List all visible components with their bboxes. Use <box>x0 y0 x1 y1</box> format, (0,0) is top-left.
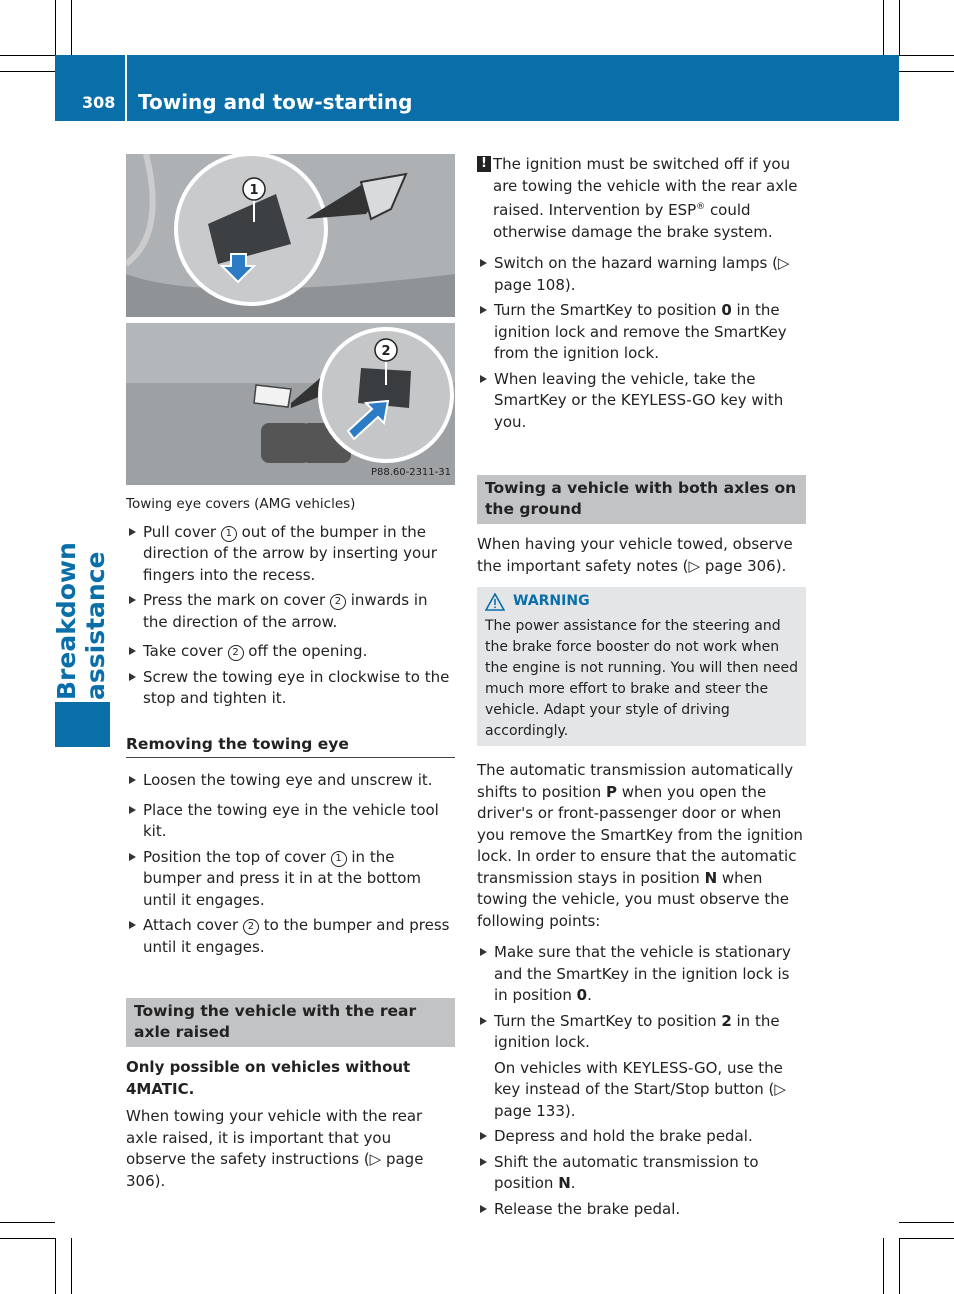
callout-2: 2 <box>381 344 391 359</box>
crop-mark <box>899 55 954 56</box>
list-item: Place the towing eye in the vehicle tool kit. <box>126 800 455 843</box>
auto-transmission-paragraph: The automatic transmission automatically shifts to position P when you open the driver's or front-passenger door or when you remove the SmartKey from the ignition lock. In order to ensure that the automatic transmission stays in position N when towing the vehicle, you must observe the following points: <box>477 761 803 930</box>
warning-header: WARNING <box>485 591 798 612</box>
figure-front-bumper <box>126 154 455 317</box>
page-title: Towing and tow-starting <box>138 90 413 114</box>
list-item: Turn the SmartKey to position 0 in the ignition lock and remove the SmartKey from the ignition lock. <box>477 300 806 365</box>
warning-triangle-icon <box>485 593 505 611</box>
crop-mark <box>0 1222 55 1223</box>
figure-code: P88.60-2311-31 <box>370 466 451 478</box>
list-item: Shift the automatic transmission to position N. <box>477 1152 806 1195</box>
crop-mark <box>0 55 55 56</box>
crop-mark <box>71 0 72 55</box>
list-item: Take cover 2 off the opening. <box>126 641 455 663</box>
rear-axle-paragraph: When towing your vehicle with the rear axle raised, it is important that you observe the safety instructions (▷ page 306). <box>126 1107 424 1190</box>
side-tab-label: Breakdown assistance <box>52 542 110 700</box>
warning-box <box>477 587 806 746</box>
warning-text: The power assistance for the steering and the brake force booster do not work when the engine is not running. You will then need much more effort to brake and steer the vehicle. Adapt your style of driving accordingly. <box>485 618 798 739</box>
list-item: Switch on the hazard warning lamps (▷ page 108). <box>477 253 806 296</box>
both-axles-paragraph: When having your vehicle towed, observe the important safety notes (▷ page 306). <box>477 535 793 575</box>
list-item: Pull cover 1 out of the bumper in the direction of the arrow by inserting your fingers into the recess. <box>126 522 455 587</box>
callout-ref: 1 <box>331 851 347 867</box>
crop-mark <box>899 1222 954 1223</box>
figure-caption: Towing eye covers (AMG vehicles) <box>126 496 356 512</box>
list-item: Turn the SmartKey to position 2 in the ignition lock. <box>477 1011 806 1054</box>
header-divider <box>125 55 127 121</box>
page-number: 308 <box>82 93 116 112</box>
left-column <box>126 154 455 1198</box>
crop-mark <box>0 1238 55 1239</box>
callout-1: 1 <box>249 183 259 198</box>
figure-rear-bumper <box>126 323 455 485</box>
crop-mark <box>899 0 900 55</box>
crop-mark <box>899 71 954 72</box>
crop-mark <box>899 1238 900 1294</box>
section-heading-rear-axle: Towing the vehicle with the rear axle raised <box>126 998 455 1047</box>
list-item: When leaving the vehicle, take the SmartKey or the KEYLESS-GO key with you. <box>477 369 806 434</box>
section-heading-removing: Removing the towing eye <box>126 734 455 759</box>
callout-ref: 2 <box>243 919 259 935</box>
list-item: Screw the towing eye in clockwise to the stop and tighten it. <box>126 667 455 710</box>
list-item-continued: On vehicles with KEYLESS-GO, use the key instead of the Start/Stop button (▷ page 133). <box>494 1058 786 1120</box>
right-column <box>477 154 806 1224</box>
callout-ref: 2 <box>228 645 244 661</box>
crop-mark <box>0 71 55 72</box>
exclamation-icon: ! <box>477 156 491 172</box>
crop-mark <box>899 1238 954 1239</box>
crop-mark <box>55 1238 56 1294</box>
side-tab-marker <box>55 702 110 747</box>
ignition-note: ! The ignition must be switched off if you are towing the vehicle with the rear axle raised. Intervention by ESP® could otherwise damage the brake system. <box>477 154 806 243</box>
bumper-front-illustration <box>126 154 455 317</box>
list-item: Make sure that the vehicle is stationary and the SmartKey in the ignition lock is in position 0. <box>477 942 806 1007</box>
callout-ref: 1 <box>221 526 237 542</box>
callout-ref: 2 <box>330 594 346 610</box>
list-item: Position the top of cover 1 in the bumper and press it in at the bottom until it engages. <box>126 847 455 912</box>
only-possible-note: Only possible on vehicles without 4MATIC. <box>126 1058 411 1098</box>
crop-mark <box>71 1238 72 1294</box>
list-item: Release the brake pedal. <box>477 1199 806 1221</box>
list-item: Loosen the towing eye and unscrew it. <box>126 770 455 792</box>
list-item: Attach cover 2 to the bumper and press until it engages. <box>126 915 455 958</box>
list-item: Press the mark on cover 2 inwards in the direction of the arrow. <box>126 590 455 633</box>
crop-mark <box>55 0 56 55</box>
crop-mark <box>883 1238 884 1294</box>
list-item: Depress and hold the brake pedal. <box>477 1126 806 1148</box>
crop-mark <box>883 0 884 55</box>
section-heading-both-axles: Towing a vehicle with both axles on the ground <box>477 475 806 524</box>
